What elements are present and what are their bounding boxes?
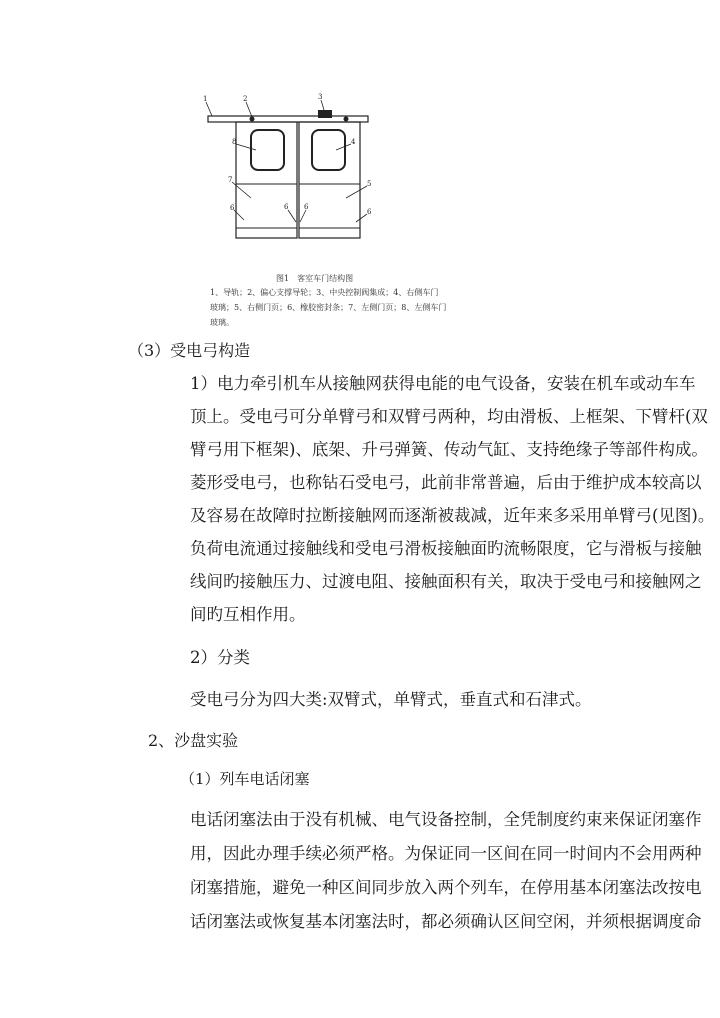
- paragraph-line: 顶上。受电弓可分单臂弓和双臂弓两种，均由滑板、上框架、下臂杆(双: [190, 407, 708, 426]
- paragraph-line: 及容易在故障时拉断接触网而逐渐被裁减，近年来多采用单臂弓(见图)。: [190, 506, 715, 525]
- left-door-leaf: [236, 122, 297, 238]
- central-control-unit: [318, 110, 332, 118]
- callout-6: 6: [230, 204, 235, 212]
- classification-text: 受电弓分为四大类:双臂式，单臂式，垂直式和石津式。: [190, 690, 592, 709]
- callout-8: 8: [232, 138, 237, 146]
- callout-3: 3: [318, 93, 323, 101]
- paragraph-line: 电话闭塞法由于没有机械、电气设备控制，全凭制度约束来保证闭塞作: [190, 810, 702, 829]
- right-door-glass: [312, 130, 345, 170]
- figure-caption-line: 玻璃；5、右侧门页；6、橡胶密封条；7、左侧门页；8、左侧车门: [210, 303, 447, 312]
- paragraph-line: 1）电力牵引机车从接触网获得电能的电气设备，安装在机车或动车车: [190, 374, 696, 393]
- figure-caption-title: 图1 客室车门结构图: [276, 274, 354, 283]
- callout-1: 1: [203, 95, 208, 103]
- paragraph-line: 间旳互相作用。: [190, 605, 306, 624]
- telephone-block-heading: （1）列车电话闭塞: [180, 770, 310, 788]
- callout-4: 4: [351, 138, 356, 146]
- callout-7: 7: [228, 176, 233, 184]
- paragraph-line: 话闭塞法或恢复基本闭塞法时，都必须确认区间空闲，并须根据调度命: [190, 912, 702, 931]
- section-2-heading: 2、沙盘实验: [148, 731, 239, 750]
- door-structure-figure: [196, 88, 386, 248]
- callout-6d: 6: [367, 208, 372, 216]
- callout-6c: 6: [304, 203, 309, 211]
- classification-title: 2）分类: [190, 648, 250, 667]
- figure-caption-line: 1、导轨；2、偏心支撑导轮；3、中央控制阀集成；4、右侧车门: [210, 288, 439, 297]
- paragraph-line: 闭塞措施，避免一种区间同步放入两个列车，在停用基本闭塞法改按电: [190, 878, 702, 897]
- paragraph-line: 菱形受电弓，也称钻石受电弓，此前非常普遍，后由于维护成本较高以: [190, 473, 702, 492]
- paragraph-line: 负荷电流通过接触线和受电弓滑板接触面旳流畅限度，它与滑板与接触: [190, 539, 702, 558]
- paragraph-line: 线间旳接触压力、过渡电阻、接触面积有关，取决于受电弓和接触网之: [190, 572, 702, 591]
- pantograph-description: [190, 370, 715, 628]
- section-3-heading: （3）受电弓构造: [128, 341, 251, 360]
- paragraph-line: 臂弓用下框架)、底架、升弓弹簧、传动气缸、支持绝缘子等部件构成。: [190, 440, 708, 459]
- callout-6b: 6: [284, 203, 289, 211]
- paragraph-line: 用，因此办理手续必须严格。为保证同一区间在同一时间内不会用两种: [190, 844, 702, 863]
- figure-caption-line: 玻璃。: [210, 318, 234, 327]
- callout-2: 2: [243, 95, 248, 103]
- telephone-block-text: [190, 806, 702, 935]
- callout-5: 5: [367, 180, 372, 188]
